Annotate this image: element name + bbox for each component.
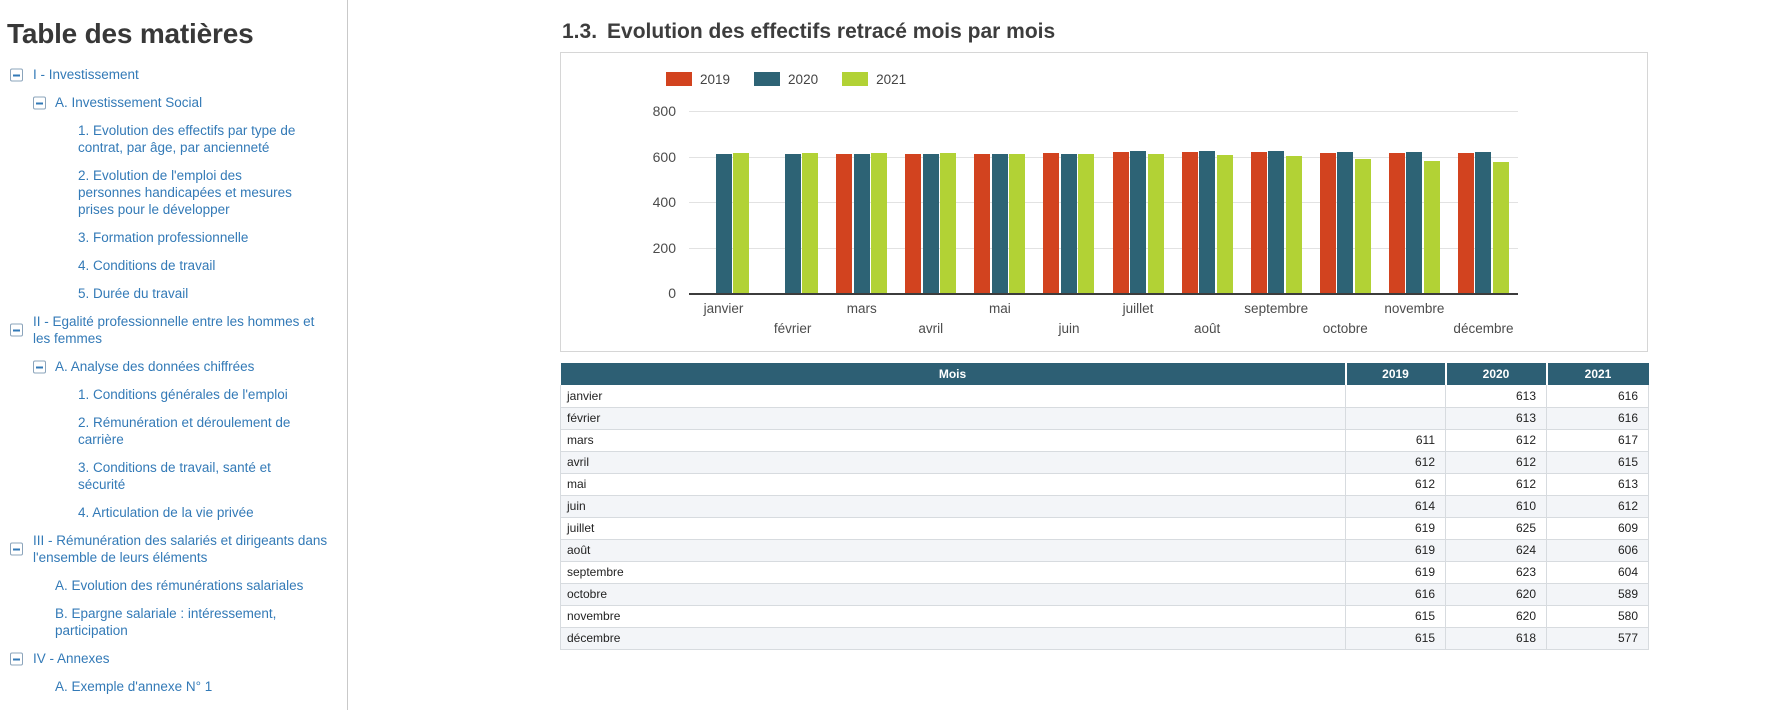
- month-cell: mars: [561, 429, 1346, 451]
- table-row: [561, 385, 1649, 407]
- bar-2020: [1475, 152, 1491, 293]
- section-number: 1.3.: [562, 20, 598, 43]
- toc-link[interactable]: 2. Rémunération et déroulement de carrière: [78, 415, 291, 447]
- legend-swatch-icon: [842, 72, 868, 86]
- bar-2019: [1182, 152, 1198, 293]
- toc-link[interactable]: B. Epargne salariale : intéressement, participation: [55, 606, 277, 638]
- x-axis-label: janvier: [703, 301, 744, 316]
- toc-item: [0, 66, 348, 83]
- bar-2021: [733, 153, 749, 293]
- table-row: [561, 473, 1649, 495]
- toc-link[interactable]: 4. Conditions de travail: [78, 258, 216, 273]
- legend-item-2019[interactable]: [666, 72, 730, 87]
- bar-2020: [785, 154, 801, 293]
- value-cell: 612: [1446, 451, 1547, 473]
- value-cell: 604: [1547, 561, 1649, 583]
- toc-item: [0, 313, 348, 347]
- toc-link[interactable]: II - Egalité professionnelle entre les hommes et les femmes: [33, 314, 315, 346]
- bar-2019: [974, 154, 990, 293]
- bar-2020: [1130, 151, 1146, 293]
- collapse-icon[interactable]: [10, 68, 23, 81]
- table-row: [561, 429, 1649, 451]
- value-cell: 612: [1547, 495, 1649, 517]
- table-row: [561, 583, 1649, 605]
- toc-link[interactable]: A. Investissement Social: [55, 95, 203, 110]
- value-cell: 616: [1547, 385, 1649, 407]
- legend-swatch-icon: [666, 72, 692, 86]
- month-cell: décembre: [561, 627, 1346, 649]
- section-heading: [562, 20, 1055, 44]
- value-cell: 580: [1547, 605, 1649, 627]
- value-cell: 619: [1346, 561, 1446, 583]
- value-cell: 613: [1547, 473, 1649, 495]
- bar-2021: [1217, 155, 1233, 293]
- bar-2019: [1389, 153, 1405, 293]
- bar-2020: [716, 154, 732, 293]
- toc-item: [0, 650, 348, 667]
- bar-2021: [940, 153, 956, 293]
- column-header: 2020: [1446, 363, 1547, 385]
- bar-2019: [1043, 153, 1059, 293]
- table-header: [561, 363, 1649, 385]
- collapse-icon[interactable]: [10, 652, 23, 665]
- x-axis-label: août: [1193, 321, 1221, 336]
- value-cell: 613: [1446, 385, 1547, 407]
- value-cell: 615: [1547, 451, 1649, 473]
- section-title: Evolution des effectifs retracé mois par mois: [607, 20, 1056, 43]
- value-cell: 612: [1446, 473, 1547, 495]
- table-row: [561, 407, 1649, 429]
- month-cell: août: [561, 539, 1346, 561]
- value-cell: 616: [1346, 583, 1446, 605]
- toc-item: [0, 229, 348, 246]
- bar-2020: [923, 154, 939, 293]
- legend-label: 2021: [876, 71, 907, 87]
- x-axis-label: février: [773, 321, 812, 336]
- x-axis-label: mars: [846, 301, 877, 316]
- toc-link[interactable]: 4. Articulation de la vie privée: [78, 505, 254, 520]
- toc-item: [0, 414, 348, 448]
- x-axis-label: juillet: [1122, 301, 1154, 316]
- bar-2021: [1355, 159, 1371, 293]
- value-cell: 612: [1346, 473, 1446, 495]
- table-row: [561, 561, 1649, 583]
- bar-2020: [1199, 151, 1215, 293]
- x-axis-label: décembre: [1453, 321, 1514, 336]
- gridline: [689, 111, 1518, 112]
- table-row: [561, 451, 1649, 473]
- bar-2021: [1286, 156, 1302, 293]
- toc-item: [0, 577, 348, 594]
- toc-item: [0, 504, 348, 521]
- bar-2019: [1458, 153, 1474, 293]
- y-axis-tick: 400: [652, 194, 676, 210]
- bar-2020: [854, 154, 870, 293]
- bar-2020: [992, 154, 1008, 293]
- bar-2021: [1148, 154, 1164, 293]
- collapse-icon[interactable]: [10, 324, 23, 337]
- chart-legend: [666, 69, 930, 89]
- toc-list: [0, 66, 348, 706]
- bar-2021: [871, 153, 887, 293]
- value-cell: 613: [1446, 407, 1547, 429]
- toc-sidebar: [0, 0, 348, 710]
- toc-link[interactable]: A. Evolution des rémunérations salariales: [55, 578, 304, 593]
- toc-link[interactable]: A. Exemple d'annexe N° 1: [55, 679, 213, 694]
- value-cell: 619: [1346, 517, 1446, 539]
- month-cell: avril: [561, 451, 1346, 473]
- toc-link[interactable]: A. Analyse des données chiffrées: [55, 359, 255, 374]
- table-row: [561, 495, 1649, 517]
- sidebar-title: Table des matières: [7, 18, 254, 49]
- toc-link[interactable]: 2. Evolution de l'emploi des personnes handicapées et mesures prises pour le développer: [78, 168, 292, 217]
- bar-2019: [1251, 152, 1267, 293]
- value-cell: 606: [1547, 539, 1649, 561]
- table-row: [561, 517, 1649, 539]
- value-cell: [1346, 407, 1446, 429]
- x-axis-label: avril: [918, 321, 944, 336]
- effectifs-table: [560, 363, 1649, 650]
- legend-item-2020[interactable]: [754, 72, 818, 87]
- value-cell: 623: [1446, 561, 1547, 583]
- value-cell: 617: [1547, 429, 1649, 451]
- value-cell: 577: [1547, 627, 1649, 649]
- bar-2019: [1320, 153, 1336, 293]
- month-cell: février: [561, 407, 1346, 429]
- toc-item: [0, 358, 348, 375]
- value-cell: 610: [1446, 495, 1547, 517]
- value-cell: 616: [1547, 407, 1649, 429]
- x-axis-label: mai: [988, 301, 1011, 316]
- table-row: [561, 605, 1649, 627]
- toc-link[interactable]: 3. Conditions de travail, santé et sécurité: [78, 460, 271, 492]
- month-cell: mai: [561, 473, 1346, 495]
- value-cell: 612: [1446, 429, 1547, 451]
- column-header: 2019: [1346, 363, 1446, 385]
- toc-item: [0, 122, 348, 156]
- month-cell: juin: [561, 495, 1346, 517]
- value-cell: 611: [1346, 429, 1446, 451]
- value-cell: 625: [1446, 517, 1547, 539]
- x-axis-label: novembre: [1384, 301, 1445, 316]
- toc-link[interactable]: 1. Conditions générales de l'emploi: [78, 387, 288, 402]
- value-cell: 609: [1547, 517, 1649, 539]
- toc-item: [0, 386, 348, 403]
- table-row: [561, 627, 1649, 649]
- toc-link[interactable]: III - Rémunération des salariés et dirigeants dans l'ensemble de leurs éléments: [33, 533, 328, 565]
- toc-item: [0, 167, 348, 218]
- legend-label: 2019: [700, 71, 731, 87]
- bar-2021: [802, 153, 818, 293]
- y-axis-tick: 200: [652, 239, 676, 256]
- value-cell: 612: [1346, 451, 1446, 473]
- toc-item: [0, 94, 348, 111]
- x-axis-label: juin: [1058, 321, 1080, 336]
- toc-item: [0, 285, 348, 302]
- column-header: 2021: [1547, 363, 1649, 385]
- bar-2021: [1009, 154, 1025, 293]
- bar-2021: [1493, 162, 1509, 293]
- toc-item: [0, 605, 348, 639]
- toc-item: [0, 459, 348, 493]
- column-header: Mois: [561, 363, 1346, 385]
- value-cell: 618: [1446, 627, 1547, 649]
- y-axis-tick: 800: [652, 103, 676, 119]
- bar-2020: [1337, 152, 1353, 293]
- month-cell: novembre: [561, 605, 1346, 627]
- effectifs-chart: [560, 52, 1648, 352]
- toc-link[interactable]: 1. Evolution des effectifs par type de contrat, par âge, par ancienneté: [78, 123, 296, 155]
- legend-item-2021[interactable]: [842, 72, 906, 87]
- x-axis-line: [689, 293, 1518, 295]
- month-cell: septembre: [561, 561, 1346, 583]
- month-cell: juillet: [561, 517, 1346, 539]
- value-cell: 624: [1446, 539, 1547, 561]
- toc-link[interactable]: 3. Formation professionnelle: [78, 230, 249, 245]
- toc-link[interactable]: 5. Durée du travail: [78, 286, 189, 301]
- toc-link[interactable]: I - Investissement: [33, 67, 139, 82]
- value-cell: 620: [1446, 583, 1547, 605]
- table-row: [561, 539, 1649, 561]
- y-axis-tick: 0: [668, 285, 676, 301]
- toc-item: [0, 532, 348, 566]
- collapse-icon[interactable]: [10, 543, 23, 556]
- bar-2019: [905, 154, 921, 293]
- collapse-icon[interactable]: [33, 360, 46, 373]
- value-cell: [1346, 385, 1446, 407]
- legend-swatch-icon: [754, 72, 780, 86]
- toc-link[interactable]: IV - Annexes: [33, 651, 110, 666]
- bar-2019: [1113, 152, 1129, 293]
- month-cell: octobre: [561, 583, 1346, 605]
- bar-2019: [836, 154, 852, 293]
- bar-2021: [1424, 161, 1440, 293]
- bar-2021: [1078, 154, 1094, 293]
- month-cell: janvier: [561, 385, 1346, 407]
- value-cell: 615: [1346, 605, 1446, 627]
- toc-item: [0, 257, 348, 274]
- value-cell: 615: [1346, 627, 1446, 649]
- value-cell: 614: [1346, 495, 1446, 517]
- legend-label: 2020: [788, 71, 819, 87]
- value-cell: 620: [1446, 605, 1547, 627]
- bar-2020: [1406, 152, 1422, 293]
- toc-item: [0, 678, 348, 695]
- value-cell: 589: [1547, 583, 1649, 605]
- value-cell: 619: [1346, 539, 1446, 561]
- x-axis-label: septembre: [1244, 301, 1309, 316]
- bar-2020: [1061, 154, 1077, 293]
- x-axis-label: octobre: [1322, 321, 1368, 336]
- y-axis-tick: 600: [652, 148, 676, 165]
- bar-2020: [1268, 151, 1284, 293]
- collapse-icon[interactable]: [33, 96, 46, 109]
